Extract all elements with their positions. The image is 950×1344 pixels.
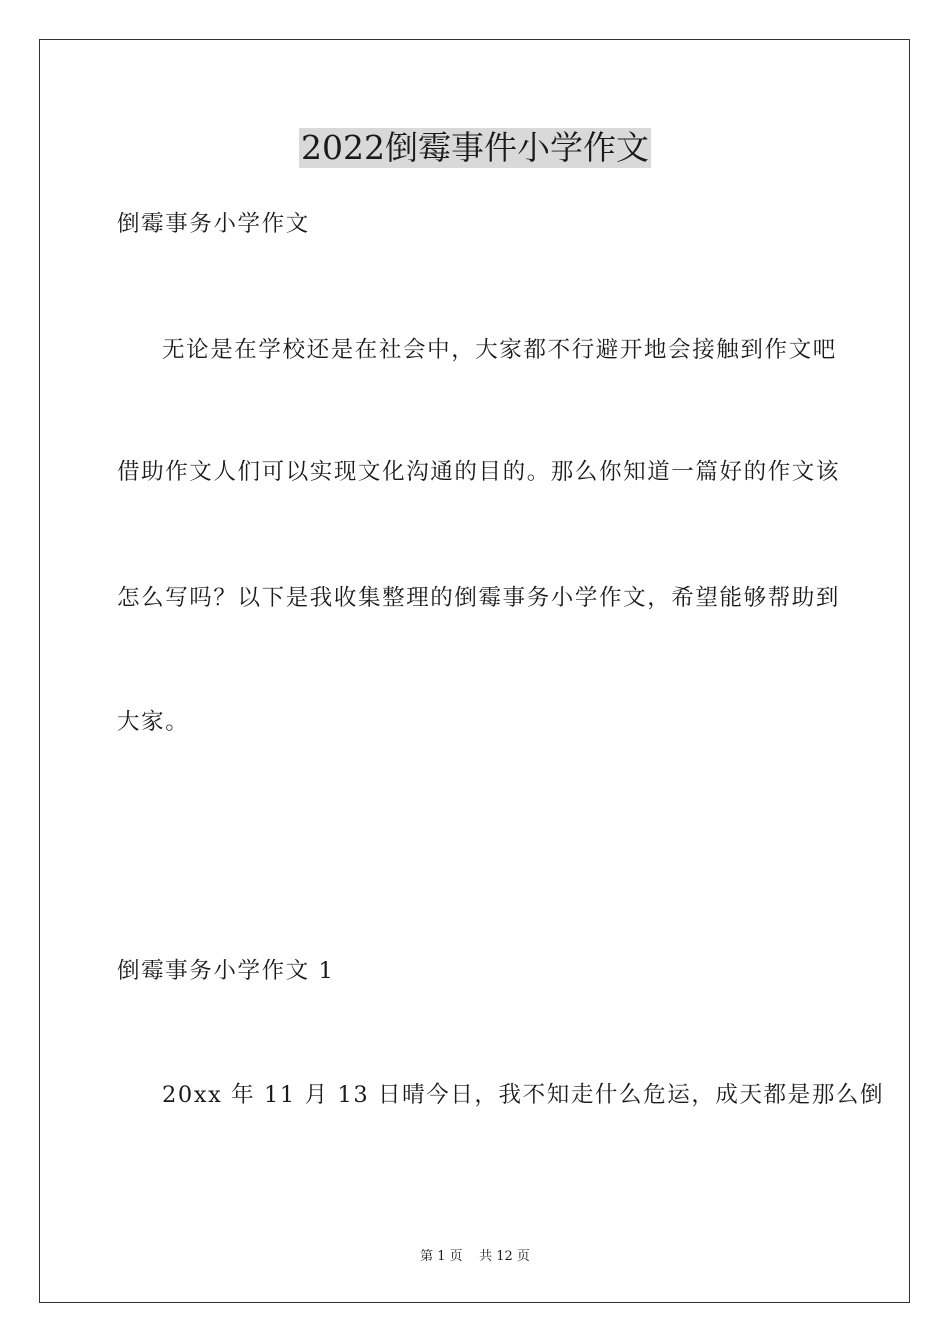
document-subtitle: 倒霉事务小学作文 [117, 211, 310, 237]
document-title: 2022倒霉事件小学作文 [301, 128, 649, 167]
section-paragraph-line: 20xx 年 11 月 13 日晴今日，我不知走什么危运，成天都是那么倒 [162, 1082, 885, 1108]
page-footer: 第 1 页 共 12 页 [420, 1249, 530, 1264]
section-heading: 倒霉事务小学作文 1 [117, 958, 335, 984]
title-container [0, 128, 950, 168]
paragraph-line: 无论是在学校还是在社会中，大家都不行避开地会接触到作文吧 [162, 337, 837, 363]
paragraph-line: 大家。 [117, 709, 190, 735]
paragraph-line: 怎么写吗？以下是我收集整理的倒霉事务小学作文，希望能够帮助到 [117, 585, 841, 611]
paragraph-line: 借助作文人们可以实现文化沟通的目的。那么你知道一篇好的作文该 [117, 459, 841, 485]
